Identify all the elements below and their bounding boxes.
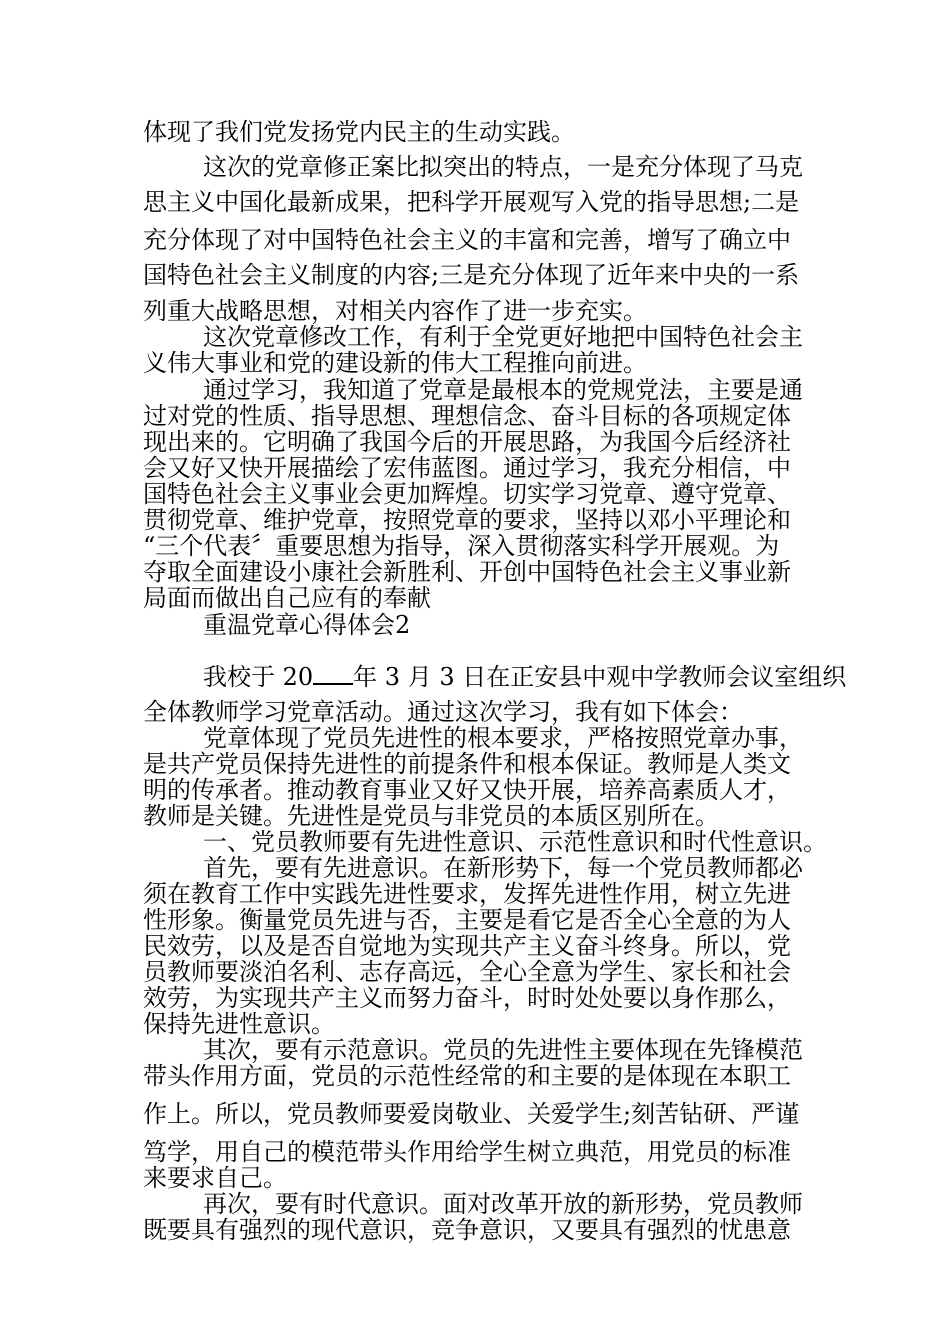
text-line: 教师是关键。先进性是党员与非党员的本质区别所在。 — [143, 802, 719, 830]
text-line: 首先，要有先进意识。在新形势下，每一个党员教师都必 — [203, 854, 803, 882]
text-line: 党章体现了党员先进性的根本要求，严格按照党章办事， — [203, 724, 803, 752]
text-line: 充分体现了对中国特色社会主义的丰富和完善，增写了确立中 — [143, 226, 791, 254]
text-line: 通过学习，我知道了党章是最根本的党规党法，主要是通 — [203, 376, 803, 404]
text-line: 夺取全面建设小康社会新胜利、开创中国特色社会主义事业新 — [143, 558, 791, 586]
text-line: 这次的党章修正案比拟突出的特点，一是充分体现了马克 — [203, 153, 803, 181]
intro-line — [203, 661, 846, 689]
text-line: 员教师要淡泊名利、志存高远，全心全意为学生、家长和社会 — [143, 958, 791, 986]
text-line: 保持先进性意识。 — [143, 1010, 335, 1038]
text-line: “三个代表〞重要思想为指导，深入贯彻落实科学开展观。为 — [143, 532, 780, 560]
text-line: 国特色社会主义事业会更加辉煌。切实学习党章、遵守党章、 — [143, 480, 791, 508]
text-line: 明的传承者。推动教育事业又好又快开展，培养高素质人才， — [143, 776, 791, 804]
text-line: 会又好又快开展描绘了宏伟蓝图。通过学习，我充分相信，中 — [143, 454, 791, 482]
text-line: 是共产党员保持先进性的前提条件和根本保证。教师是人类文 — [143, 750, 791, 778]
section-subheading: 一、党员教师要有先进性意识、示范性意识和时代性意识。 — [203, 828, 827, 856]
text-line: 作上。所以，党员教师要爱岗敬业、关爱学生;刻苦钻研、严谨 — [143, 1100, 800, 1128]
text-line: 其次，要有示范意识。党员的先进性主要体现在先锋模范 — [203, 1036, 803, 1064]
intro-pre: 我校于 20 — [203, 663, 314, 691]
text-line: 义伟大事业和党的建设新的伟大工程推向前进。 — [143, 349, 647, 377]
intro-post: 年 3 月 3 日在正安县中观中学教师会议室组织 — [353, 663, 847, 691]
date-blank — [313, 661, 353, 685]
text-line: 来要求自己。 — [143, 1164, 287, 1192]
text-line: 全体教师学习党章活动。通过这次学习，我有如下体会： — [143, 698, 743, 726]
text-line: 体现了我们党发扬党内民主的生动实践。 — [143, 118, 575, 146]
text-line: 民效劳，以及是否自觉地为实现共产主义奋斗终身。所以，党 — [143, 932, 791, 960]
text-line: 再次，要有时代意识。面对改革开放的新形势，党员教师 — [203, 1190, 803, 1218]
text-line: 笃学，用自己的模范带头作用给学生树立典范，用党员的标准 — [143, 1138, 791, 1166]
text-line: 思主义中国化最新成果，把科学开展观写入党的指导思想;二是 — [143, 188, 800, 216]
section-heading: 重温党章心得体会2 — [203, 611, 411, 639]
text-line: 这次党章修改工作，有利于全党更好地把中国特色社会主 — [203, 323, 803, 351]
text-line: 性形象。衡量党员先进与否，主要是看它是否全心全意的为人 — [143, 906, 791, 934]
text-line: 既要具有强烈的现代意识，竞争意识，又要具有强烈的忧患意 — [143, 1216, 791, 1244]
text-line: 局面而做出自己应有的奉献 — [143, 584, 431, 612]
text-line: 过对党的性质、指导思想、理想信念、奋斗目标的各项规定体 — [143, 402, 791, 430]
text-line: 须在教育工作中实践先进性要求，发挥先进性作用，树立先进 — [143, 880, 791, 908]
text-line: 带头作用方面，党员的示范性经常的和主要的是体现在本职工 — [143, 1062, 791, 1090]
text-line: 贯彻党章、维护党章，按照党章的要求，坚持以邓小平理论和 — [143, 506, 791, 534]
text-line: 效劳，为实现共产主义而努力奋斗，时时处处要以身作那么， — [143, 984, 791, 1012]
text-line: 国特色社会主义制度的内容;三是充分体现了近年来中央的一系 — [143, 261, 800, 289]
text-line: 现出来的。它明确了我国今后的开展思路，为我国今后经济社 — [143, 428, 791, 456]
text-line: 列重大战略思想，对相关内容作了进一步充实。 — [143, 297, 647, 325]
